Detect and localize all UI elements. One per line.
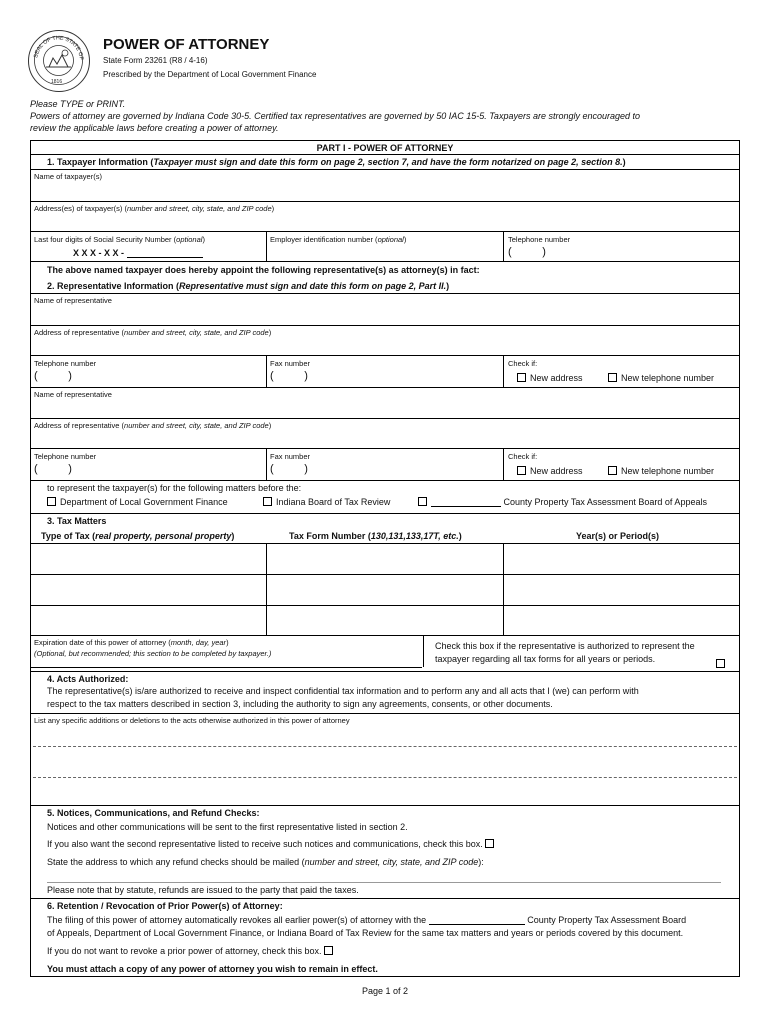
- taxpayer-address-field[interactable]: [31, 231, 739, 232]
- prescribed-by: Prescribed by the Department of Local Government Finance: [103, 70, 317, 79]
- rep1-fax-field[interactable]: ( ): [270, 370, 308, 382]
- rep2-check-if-label: Check if:: [508, 452, 538, 461]
- expiration-note: (Optional, but recommended; this section to be completed by taxpayer.): [34, 649, 272, 658]
- attach-copy-notice: You must attach a copy of any power of attorney you wish to remain in effect.: [47, 964, 378, 974]
- taxpayer-phone-field[interactable]: ( ): [508, 246, 546, 258]
- rep2-name-field[interactable]: [31, 418, 739, 419]
- rep1-fax-label: Fax number: [270, 359, 311, 368]
- ssn-label: Last four digits of Social Security Number (optional): [34, 235, 205, 244]
- specific-acts-line[interactable]: [33, 777, 737, 778]
- section-1-title: 1. Taxpayer Information (Taxpayer must sign and date this form on page 2, section 7, and have the form notarized on page 2, section 8.): [47, 157, 626, 167]
- ssn-field[interactable]: X X X - X X -: [73, 248, 203, 258]
- taxpayer-address-label: Address(es) of taxpayer(s) (number and street, city, state, and ZIP code): [34, 204, 275, 213]
- rep1-phone-field[interactable]: ( ): [34, 370, 72, 382]
- tax-type-column-header: Type of Tax (real property, personal property): [41, 531, 235, 541]
- refund-note: Please note that by statute, refunds are issued to the party that paid the taxes.: [47, 885, 359, 895]
- acts-authorized-line-2: respect to the tax matters described in section 3, including the authority to sign any agreements, consents, or other documents.: [47, 699, 553, 709]
- section-3-title: 3. Tax Matters: [47, 516, 107, 526]
- svg-text:1816: 1816: [51, 79, 63, 85]
- rep1-name-label: Name of representative: [34, 296, 112, 305]
- section-5-title: 5. Notices, Communications, and Refund Checks:: [47, 808, 260, 818]
- rep1-phone-label: Telephone number: [34, 359, 97, 368]
- expiration-field[interactable]: [31, 667, 422, 668]
- ein-label: Employer identification number (optional): [270, 235, 407, 244]
- years-column-header: Year(s) or Period(s): [576, 531, 660, 541]
- type-or-print: Please TYPE or PRINT.: [30, 99, 126, 109]
- notices-line-2: If you also want the second representative listed to receive such notices and communications, check this box.: [47, 839, 498, 849]
- rep1-new-phone-checkbox[interactable]: New telephone number: [608, 373, 714, 383]
- all-forms-checkbox[interactable]: [716, 654, 729, 672]
- section-6-title: 6. Retention / Revocation of Prior Power(s) of Attorney:: [47, 901, 283, 911]
- rep1-name-field[interactable]: [31, 325, 739, 326]
- all-forms-line-1: Check this box if the representative is authorized to represent the: [435, 641, 695, 651]
- ibtr-checkbox[interactable]: Indiana Board of Tax Review: [263, 497, 390, 507]
- specific-acts-label: List any specific additions or deletions to the acts otherwise authorized in this power of attorney: [34, 716, 350, 725]
- rep2-new-phone-checkbox[interactable]: New telephone number: [608, 466, 714, 476]
- tax-matters-row[interactable]: [31, 635, 739, 636]
- taxpayer-name-label: Name of taxpayer(s): [34, 172, 102, 181]
- expiration-label: Expiration date of this power of attorney (month, day, year): [34, 638, 229, 647]
- governance-line-1: Powers of attorney are governed by Indiana Code 30-5. Certified tax representatives are governed by 50 IAC 15-5. Taxpayers are strongly encouraged to: [30, 111, 641, 121]
- appoint-statement: The above named taxpayer does hereby appoint the following representative(s) as attorney(s) in fact:: [47, 265, 480, 275]
- power-of-attorney-form: [30, 140, 740, 977]
- second-rep-notices-checkbox[interactable]: [485, 839, 494, 848]
- governance-line-2: review the applicable laws before creating a power of attorney.: [30, 123, 279, 133]
- rep2-address-label: Address of representative (number and street, city, state, and ZIP code): [34, 421, 272, 430]
- keep-prior-poa-checkbox[interactable]: [324, 946, 333, 955]
- county-board-checkbox[interactable]: County Property Tax Assessment Board of Appeals: [418, 497, 707, 507]
- page-number: Page 1 of 2: [361, 986, 409, 996]
- dlgf-checkbox[interactable]: Department of Local Government Finance: [47, 497, 228, 507]
- tax-form-column-header: Tax Form Number (130,131,133,17T, etc.): [289, 531, 462, 541]
- rep1-address-field[interactable]: [31, 355, 739, 356]
- rep2-fax-label: Fax number: [270, 452, 311, 461]
- rep2-new-address-checkbox[interactable]: New address: [517, 466, 583, 476]
- state-seal-icon: [28, 30, 90, 92]
- revocation-line-3: If you do not want to revoke a prior power of attorney, check this box.: [47, 946, 337, 956]
- tax-matters-row[interactable]: [31, 605, 739, 606]
- refund-address-label: State the address to which any refund checks should be mailed (number and street, city, state, and ZIP code):: [47, 857, 484, 867]
- state-form-number: State Form 23261 (R8 / 4-16): [103, 56, 208, 65]
- specific-acts-line[interactable]: [33, 746, 737, 747]
- taxpayer-name-field[interactable]: [31, 201, 739, 202]
- svg-text:SEAL OF THE STATE OF INDIANA: SEAL OF THE STATE OF: [33, 35, 85, 61]
- part-1-heading: PART I - POWER OF ATTORNEY: [316, 143, 454, 153]
- section-4-title: 4. Acts Authorized:: [47, 674, 129, 684]
- notices-line-1: Notices and other communications will be sent to the first representative listed in section 2.: [47, 822, 408, 832]
- section-2-title: 2. Representative Information (Representative must sign and date this form on page 2, Part II.): [47, 281, 450, 291]
- revocation-line-1: The filing of this power of attorney automatically revokes all earlier power(s) of attorney with the County Property Tax Assessment Board: [47, 915, 687, 925]
- rep2-address-field[interactable]: [31, 448, 739, 449]
- rep1-address-label: Address of representative (number and street, city, state, and ZIP code): [34, 328, 272, 337]
- revocation-line-2: of Appeals, Department of Local Government Finance, or Indiana Board of Tax Review for the same tax matters and years or periods covered by this document.: [47, 928, 684, 938]
- form-title: POWER OF ATTORNEY: [103, 36, 270, 53]
- rep2-name-label: Name of representative: [34, 390, 112, 399]
- rep1-new-address-checkbox[interactable]: New address: [517, 373, 583, 383]
- rep2-phone-field[interactable]: ( ): [34, 463, 72, 475]
- rep2-phone-label: Telephone number: [34, 452, 97, 461]
- taxpayer-phone-label: Telephone number: [508, 235, 571, 244]
- rep1-check-if-label: Check if:: [508, 359, 538, 368]
- tax-matters-row[interactable]: [31, 574, 739, 575]
- refund-address-field[interactable]: [47, 882, 721, 883]
- all-forms-line-2: taxpayer regarding all tax forms for all years or periods.: [435, 654, 656, 664]
- rep2-fax-field[interactable]: ( ): [270, 463, 308, 475]
- acts-authorized-line-1: The representative(s) is/are authorized to receive and inspect confidential tax information and to perform any and all acts that I (we) can perform with: [47, 686, 639, 696]
- represent-before-text: to represent the taxpayer(s) for the following matters before the:: [47, 483, 302, 493]
